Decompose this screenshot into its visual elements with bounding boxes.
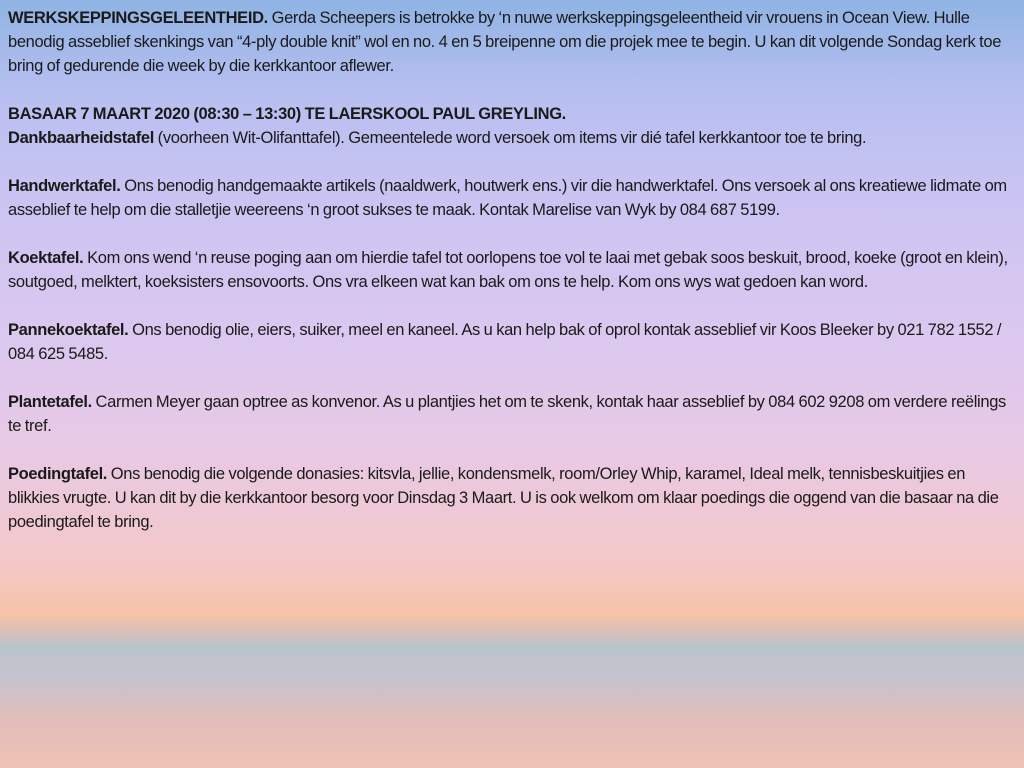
paragraph-body: (voorheen Wit-Olifanttafel). Gemeentelede word versoek om items vir dié tafel kerkkantoor toe te bring. — [153, 129, 867, 147]
paragraph-pannekoektafel — [8, 318, 1012, 366]
paragraph-plantetafel — [8, 390, 1012, 438]
paragraph-heading: Handwerktafel. — [8, 177, 121, 195]
notice-text — [8, 6, 1012, 558]
paragraph-body: Ons benodig olie, eiers, suiker, meel en kaneel. As u kan help bak of oprol kontak asseblief vir Koos Bleeker by 021 782 1552 / 084 625 5485. — [8, 321, 1002, 363]
paragraph-heading: Poedingtafel. — [8, 465, 108, 483]
paragraph-heading: Koektafel. — [8, 249, 84, 267]
paragraph-poedingtafel — [8, 462, 1012, 534]
paragraph-body: Ons benodig handgemaakte artikels (naaldwerk, houtwerk ens.) vir die handwerktafel. Ons versoek al ons kreatiewe lidmate om asseblief te help om die stalletjie weereens ‘n groot sukses te maak. Kontak Marelise van Wyk by 084 687 5199. — [8, 177, 1007, 219]
paragraph-heading: Plantetafel. — [8, 393, 92, 411]
paragraph-basaar — [8, 102, 1012, 150]
paragraph-werkskepping — [8, 6, 1012, 78]
paragraph-heading: Dankbaarheidstafel — [8, 129, 154, 147]
paragraph-body: Gerda Scheepers is betrokke by ‘n nuwe werkskeppingsgeleentheid vir vrouens in Ocean View. Hulle benodig asseblief skenkings van “4-ply double knit” wol en no. 4 en 5 breipenne om die projek mee te begin. U kan dit volgende Sondag kerk toe bring of gedurende die week by die kerkkantoor aflewer. — [8, 9, 1002, 75]
paragraph-body: Kom ons wend ‘n reuse poging aan om hierdie tafel tot oorlopens toe vol te laai met gebak soos beskuit, brood, koeke (groot en klein), soutgoed, melktert, koeksisters ensovoorts. Ons vra elkeen wat kan bak om ons te help. Kom ons wys wat gedoen kan word. — [8, 249, 1008, 291]
paragraph-koektafel — [8, 246, 1012, 294]
paragraph-handwerktafel — [8, 174, 1012, 222]
paragraph-heading: Pannekoektafel. — [8, 321, 129, 339]
paragraph-body: Ons benodig die volgende donasies: kitsvla, jellie, kondensmelk, room/Orley Whip, karamel, Ideal melk, tennisbeskuitjies en blikkies vrugte. U kan dit by die kerkkantoor besorg voor Dinsdag 3 Maart. U is ook welkom om klaar poedings die oggend van die basaar na die poedingtafel te bring. — [8, 465, 999, 531]
paragraph-body: Carmen Meyer gaan optree as konvenor. As u plantjies het om te skenk, kontak haar asseblief by 084 602 9208 om verdere reëlings te tref. — [8, 393, 1006, 435]
paragraph-heading: WERKSKEPPINGSGELEENTHEID. — [8, 9, 268, 27]
basaar-title: BASAAR 7 MAART 2020 (08:30 – 13:30) TE LAERSKOOL PAUL GREYLING. — [8, 105, 566, 123]
